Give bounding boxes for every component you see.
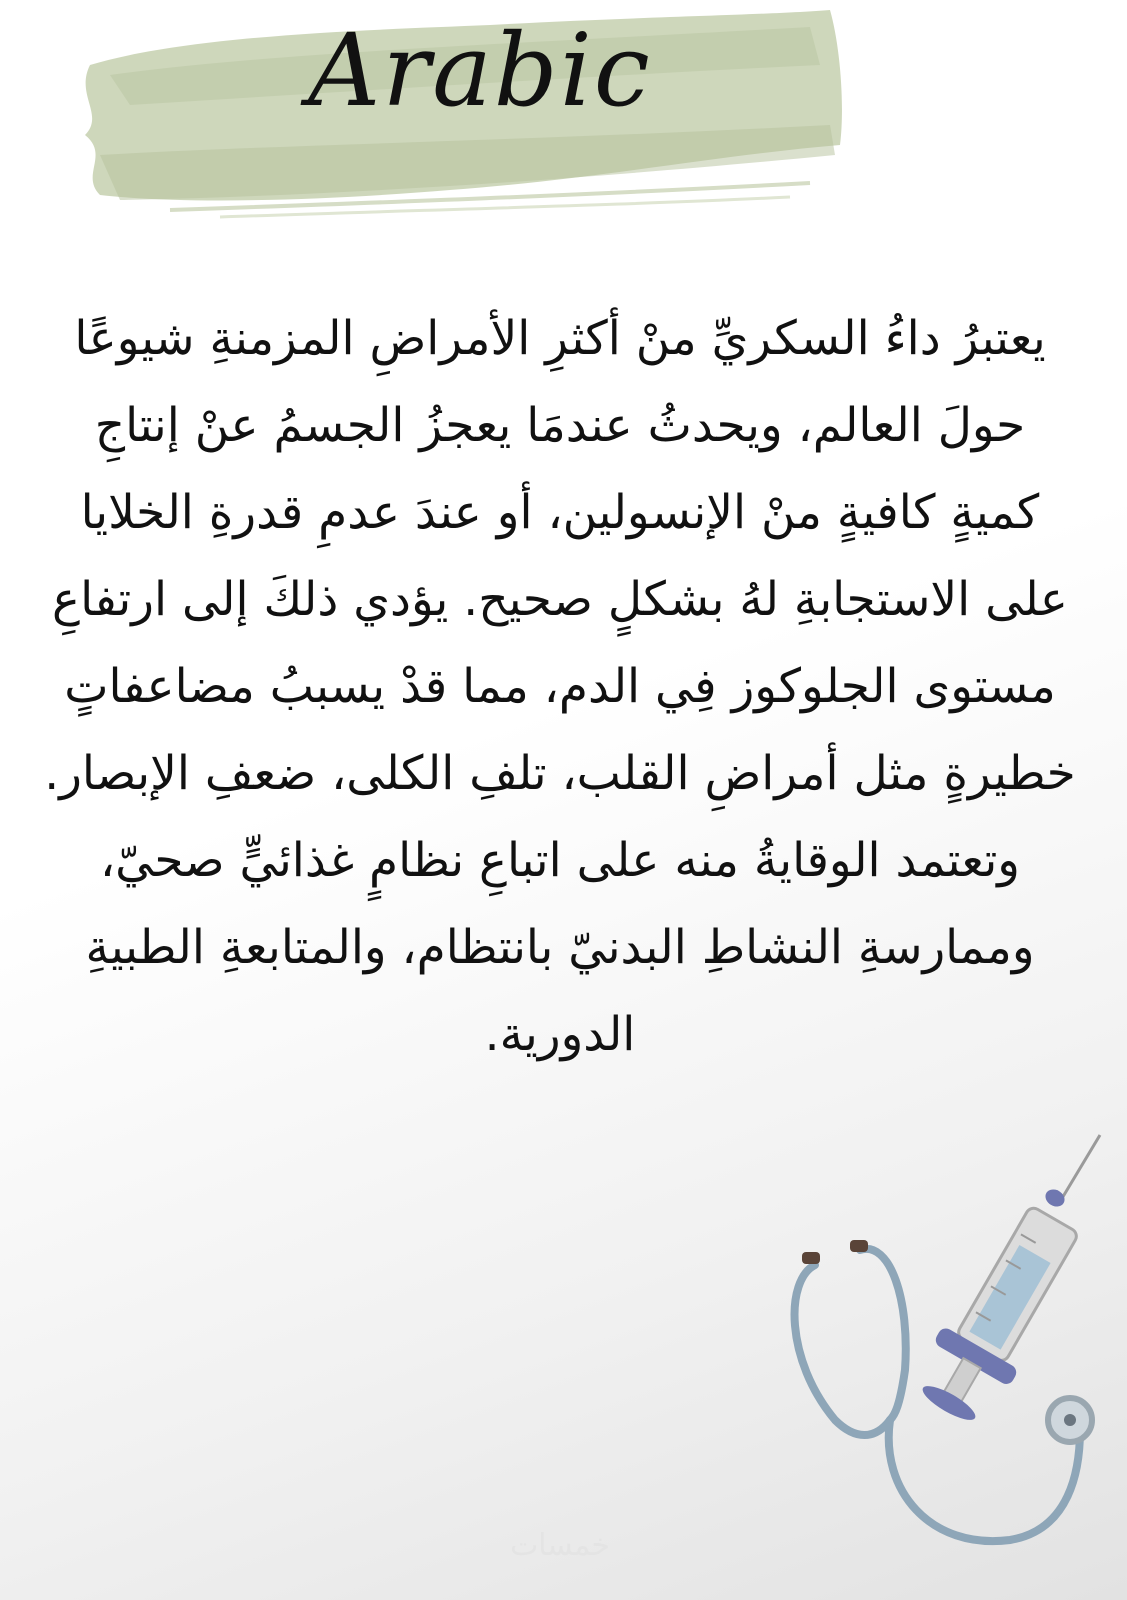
paragraph-line: وممارسةِ النشاطِ البدنيّ بانتظام، والمتابعةِ الطبيةِ xyxy=(85,920,1035,975)
medical-illustration xyxy=(780,1130,1125,1570)
syringe-icon xyxy=(906,1135,1100,1433)
paragraph-line: مستوى الجلوكوز فِي الدم، مما قدْ يسببُ مضاعفاتٍ xyxy=(64,659,1056,714)
paragraph-line: وتعتمد الوقايةُ منه على اتباعِ نظامٍ غذائيٍّ صحيّ، xyxy=(99,833,1020,888)
paragraph-line: الدورية. xyxy=(484,1007,636,1062)
earpiece-right xyxy=(850,1240,868,1252)
paragraph-line: كميةٍ كافيةٍ منْ الإنسولين، أو عندَ عدمِ قدرةِ الخلايا xyxy=(80,485,1040,540)
paragraph-line: خطيرةٍ مثل أمراضِ القلب، تلفِ الكلى، ضعفِ الإبصار. xyxy=(44,746,1076,801)
page-title: Arabic xyxy=(308,12,652,129)
diabetes-paragraph xyxy=(10,295,1110,1078)
earpiece-left xyxy=(802,1252,820,1264)
paragraph-line: حولَ العالم، ويحدثُ عندمَا يعجزُ الجسمُ عنْ إنتاجِ xyxy=(94,398,1026,453)
watermark-logo: خمسات xyxy=(509,1528,611,1563)
paragraph-line: على الاستجابةِ لهُ بشكلٍ صحيح. يؤدي ذلكَ إلى ارتفاعِ xyxy=(52,572,1068,627)
paragraph-line: يعتبرُ داءُ السكريِّ منْ أكثرِ الأمراضِ المزمنةِ شيوعًا xyxy=(74,311,1046,366)
